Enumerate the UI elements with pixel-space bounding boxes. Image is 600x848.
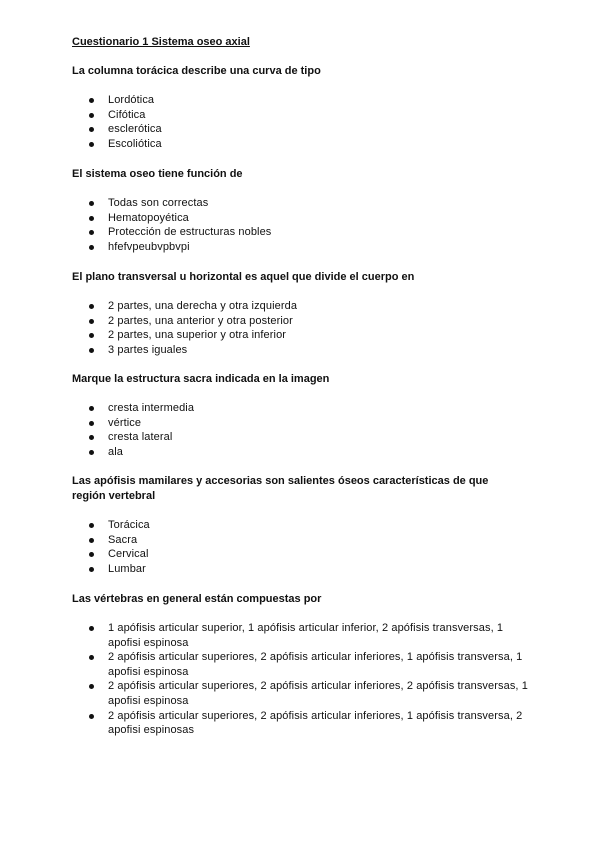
- option-text: cresta intermedia: [108, 402, 195, 414]
- bullet-icon: [89, 450, 94, 455]
- option-item: [72, 137, 532, 152]
- bullet-icon: [89, 201, 94, 206]
- option-item: [72, 211, 532, 226]
- bullet-icon: [89, 230, 94, 235]
- option-list: [72, 196, 532, 254]
- option-item: [72, 547, 502, 562]
- option-text: Sacra: [108, 533, 138, 546]
- option-list: [72, 621, 532, 738]
- option-item: [72, 562, 502, 577]
- bullet-icon: [89, 567, 94, 572]
- option-item: [72, 314, 532, 329]
- question-text: Las vértebras en general están compuestas por: [72, 593, 322, 605]
- option-item: [72, 93, 532, 108]
- option-list: [72, 93, 532, 151]
- option-item: [72, 108, 532, 123]
- option-text: Todas son correctas: [108, 197, 209, 209]
- option-item: [72, 679, 532, 708]
- option-item: [72, 122, 532, 137]
- question-text: El sistema oseo tiene función de: [72, 168, 243, 180]
- question-text: Marque la estructura sacra indicada en la imagen: [72, 373, 330, 385]
- option-text: 2 partes, una derecha y otra izquierda: [108, 300, 298, 312]
- option-text: hfefvpeubvpbvpi: [108, 240, 190, 253]
- option-text: 3 partes iguales: [108, 343, 188, 356]
- option-text: Lumbar: [108, 562, 146, 575]
- bullet-icon: [89, 552, 94, 557]
- option-text: Protección de estructuras nobles: [108, 226, 272, 239]
- document-title: Cuestionario 1 Sistema oseo axial: [72, 36, 250, 48]
- option-list: [72, 401, 532, 459]
- option-text: esclerótica: [108, 123, 162, 136]
- bullet-icon: [89, 216, 94, 221]
- option-text: cresta lateral: [108, 431, 173, 444]
- bullet-icon: [89, 538, 94, 543]
- option-text: ala: [108, 445, 123, 458]
- option-item: [72, 650, 532, 679]
- option-text: Cervical: [108, 548, 149, 561]
- option-item: [72, 709, 532, 738]
- option-item: [72, 445, 532, 460]
- option-text: Torácica: [108, 519, 150, 531]
- bullet-icon: [89, 684, 94, 689]
- option-text: Hematopoyética: [108, 211, 189, 224]
- option-text: Cifótica: [108, 108, 146, 121]
- question-text: El plano transversal u horizontal es aquel que divide el cuerpo en: [72, 271, 415, 283]
- bullet-icon: [89, 626, 94, 631]
- question-block: [72, 64, 532, 151]
- option-item: [72, 430, 532, 445]
- question-block: [72, 592, 532, 738]
- option-item: [72, 401, 532, 416]
- bullet-icon: [89, 421, 94, 426]
- option-text: 2 apófisis articular superiores, 2 apófisis articular inferiores, 1 apófisis transversa, 2 apofisi espinosas: [108, 709, 523, 737]
- option-item: [72, 533, 502, 548]
- option-text: 2 apófisis articular superiores, 2 apófisis articular inferiores, 1 apófisis transversa, 1 apofisi espinosa: [108, 651, 523, 678]
- option-item: [72, 518, 502, 533]
- bullet-icon: [89, 333, 94, 338]
- bullet-icon: [89, 113, 94, 118]
- option-text: 2 partes, una superior y otra inferior: [108, 329, 287, 342]
- option-text: Lordótica: [108, 94, 155, 106]
- bullet-icon: [89, 304, 94, 309]
- option-text: vértice: [108, 416, 142, 429]
- bullet-icon: [89, 142, 94, 147]
- option-item: [72, 416, 532, 431]
- option-text: 2 partes, una anterior y otra posterior: [108, 314, 293, 327]
- option-item: [72, 196, 532, 211]
- question-block: [72, 372, 532, 459]
- option-item: [72, 621, 532, 650]
- option-item: [72, 240, 532, 255]
- option-text: Escoliótica: [108, 137, 162, 150]
- bullet-icon: [89, 319, 94, 324]
- question-block: [72, 270, 532, 357]
- option-text: 1 apófisis articular superior, 1 apófisis articular inferior, 2 apófisis transversas, 1 apofisi espinosa: [108, 622, 504, 649]
- bullet-icon: [89, 127, 94, 132]
- bullet-icon: [89, 98, 94, 103]
- bullet-icon: [89, 348, 94, 353]
- question-text: Las apófisis mamilares y accesorias son salientes óseos características de que región vertebral: [72, 475, 489, 502]
- option-list: [72, 518, 502, 576]
- option-item: [72, 299, 532, 314]
- bullet-icon: [89, 435, 94, 440]
- option-item: [72, 343, 532, 358]
- question-block: [72, 167, 532, 254]
- option-item: [72, 225, 532, 240]
- option-text: 2 apófisis articular superiores, 2 apófisis articular inferiores, 2 apófisis transversas, 1 apofisi espinosa: [108, 680, 528, 707]
- bullet-icon: [89, 655, 94, 660]
- question-text: La columna torácica describe una curva de tipo: [72, 65, 321, 77]
- bullet-icon: [89, 406, 94, 411]
- bullet-icon: [89, 523, 94, 528]
- question-block: [72, 474, 502, 576]
- option-item: [72, 328, 532, 343]
- option-list: [72, 299, 532, 357]
- bullet-icon: [89, 245, 94, 250]
- bullet-icon: [89, 714, 94, 719]
